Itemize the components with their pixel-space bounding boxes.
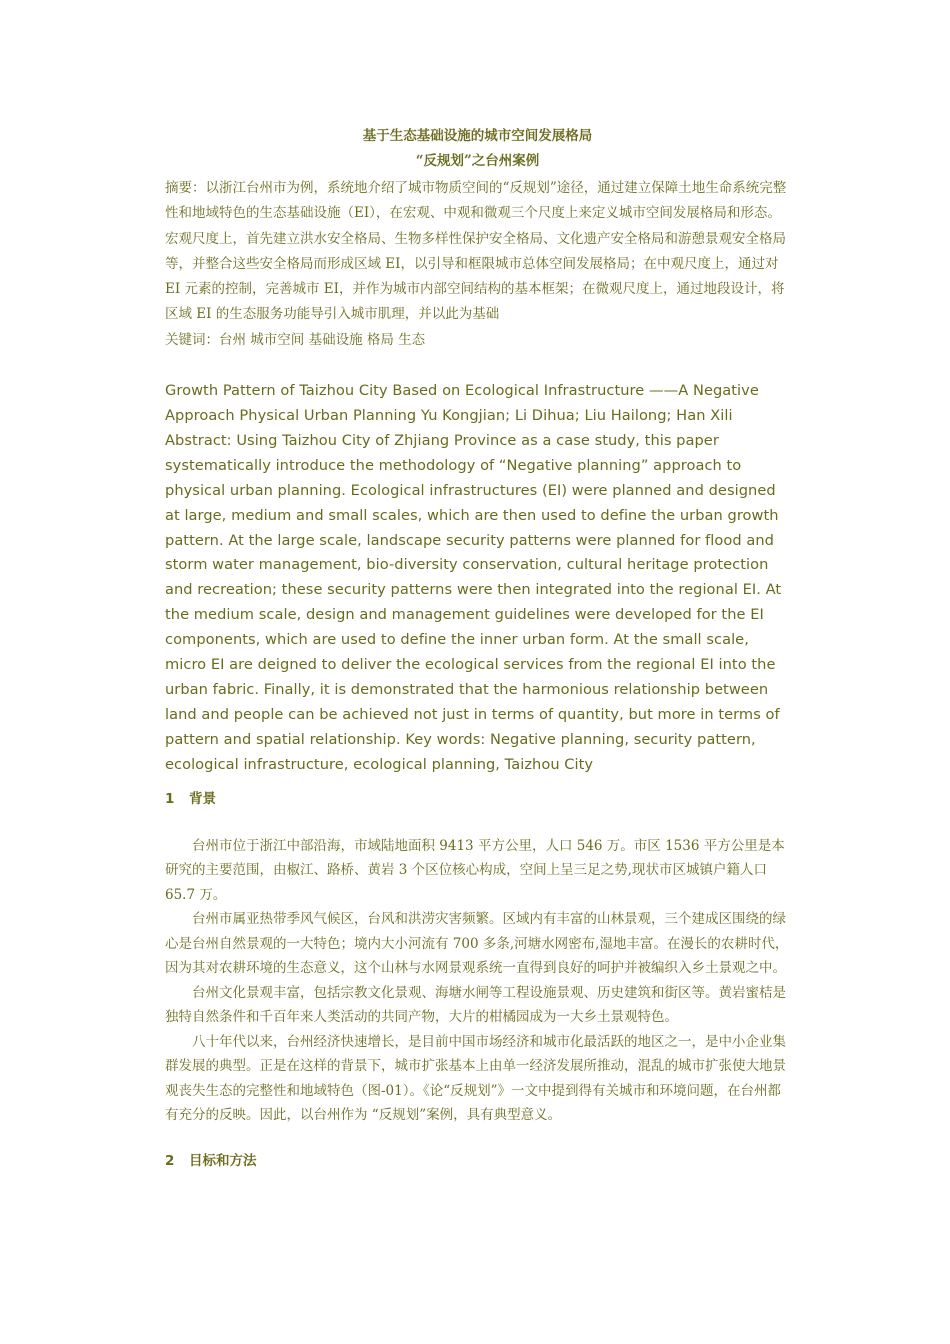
- paragraph: 台州市位于浙江中部沿海，市域陆地面积 9413 平方公里，人口 546 万。市区 1536 平方公里是本研究的主要范围，由椒江、路桥、黄岩 3 个区位核心构成，空间上呈三足之势,现状市区城镇户籍人口 65.7 万。: [165, 837, 785, 903]
- paragraph: 台州文化景观丰富，包括宗教文化景观、海塘水闸等工程设施景观、历史建筑和街区等。黄岩蜜桔是独特自然条件和千百年来人类活动的共同产物，大片的柑橘园成为一大乡土景观特色。: [165, 984, 786, 1026]
- chinese-abstract: 摘要：以浙江台州市为例，系统地介绍了城市物质空间的“反规划”途径，通过建立保障土地生命系统完整性和地域特色的生态基础设施（EI），在宏观、中观和微观三个尺度上来定义城市空间发展格局和形态。宏观尺度上，首先建立洪水安全格局、生物多样性保护安全格局、文化遗产安全格局和游憩景观安全格局等，并整合这些安全格局而形成区域 EI，以引导和框限城市总体空间发展格局；在中观尺度上，通过对 EI 元素的控制，完善城市 EI，并作为城市内部空间结构的基本框架；在微观尺度上，通过地段设计，将区域 EI 的生态服务功能导引入城市肌理，并以此为基础: [165, 180, 787, 323]
- paragraph: 八十年代以来，台州经济快速增长，是目前中国市场经济和城市化最活跃的地区之一，是中小企业集群发展的典型。正是在这样的背景下，城市扩张基本上由单一经济发展所推动，混乱的城市扩张使大地景观丧失生态的完整性和地域特色（图-01）。《论“反规划”》一文中提到得有关城市和环境问题，在台州都有充分的反映。因此，以台州作为 “反规划”案例，具有典型意义。: [165, 1033, 786, 1124]
- document-title: 基于生态基础设施的城市空间发展格局: [362, 128, 593, 144]
- document-subtitle: “反规划”之台州案例: [415, 153, 540, 169]
- section-heading-2: [165, 1150, 790, 1172]
- chinese-keywords: 关键词：台州 城市空间 基础设施 格局 生态: [165, 331, 426, 348]
- section-title: 背景: [189, 790, 216, 807]
- english-abstract: Growth Pattern of Taizhou City Based on Ecological Infrastructure ——A Negative Approach Physical Urban Planning Yu Kongjian; Li Dihua; Liu Hailong; Han Xili Abstract: Using Taizhou City of Zhjiang Province as a case study, this paper systematically introduce the methodology of “Negative planning” approach to physical urban planning. Ecological infrastructures (EI) were planned and designed at large, medium and small scales, which are then used to define the urban growth pattern. At the large scale, landscape security patterns were planned for flood and storm water management, bio-diversity conservation, cultural heritage protection and recreation; these security patterns were then integrated into the regional EI. At the medium scale, design and management guidelines were developed for the EI components, which are used to define the inner urban form. At the small scale, micro EI are deigned to deliver the ecological services from the regional EI into the urban fabric. Finally, it is demonstrated that the harmonious relationship between land and people can be achieved not just in terms of quantity, but more in terms of pattern and spatial relationship. Key words: Negative planning, security pattern, ecological infrastructure, ecological planning, Taizhou City: [165, 382, 782, 773]
- paragraph: 台州市属亚热带季风气候区，台风和洪涝灾害频繁。区域内有丰富的山林景观，三个建成区围绕的绿心是台州自然景观的一大特色；境内大小河流有 700 多条,河塘水网密布,湿地丰富。在漫长的农耕时代，因为其对农耕环境的生态意义，这个山林与水网景观系统一直得到良好的呵护并被编织入乡土景观之中。: [165, 911, 789, 977]
- section-heading-1: [165, 788, 790, 810]
- document-page: [165, 124, 790, 1172]
- section-title: 目标和方法: [189, 1152, 257, 1169]
- section-number: 1: [165, 790, 175, 807]
- section-number: 2: [165, 1152, 175, 1169]
